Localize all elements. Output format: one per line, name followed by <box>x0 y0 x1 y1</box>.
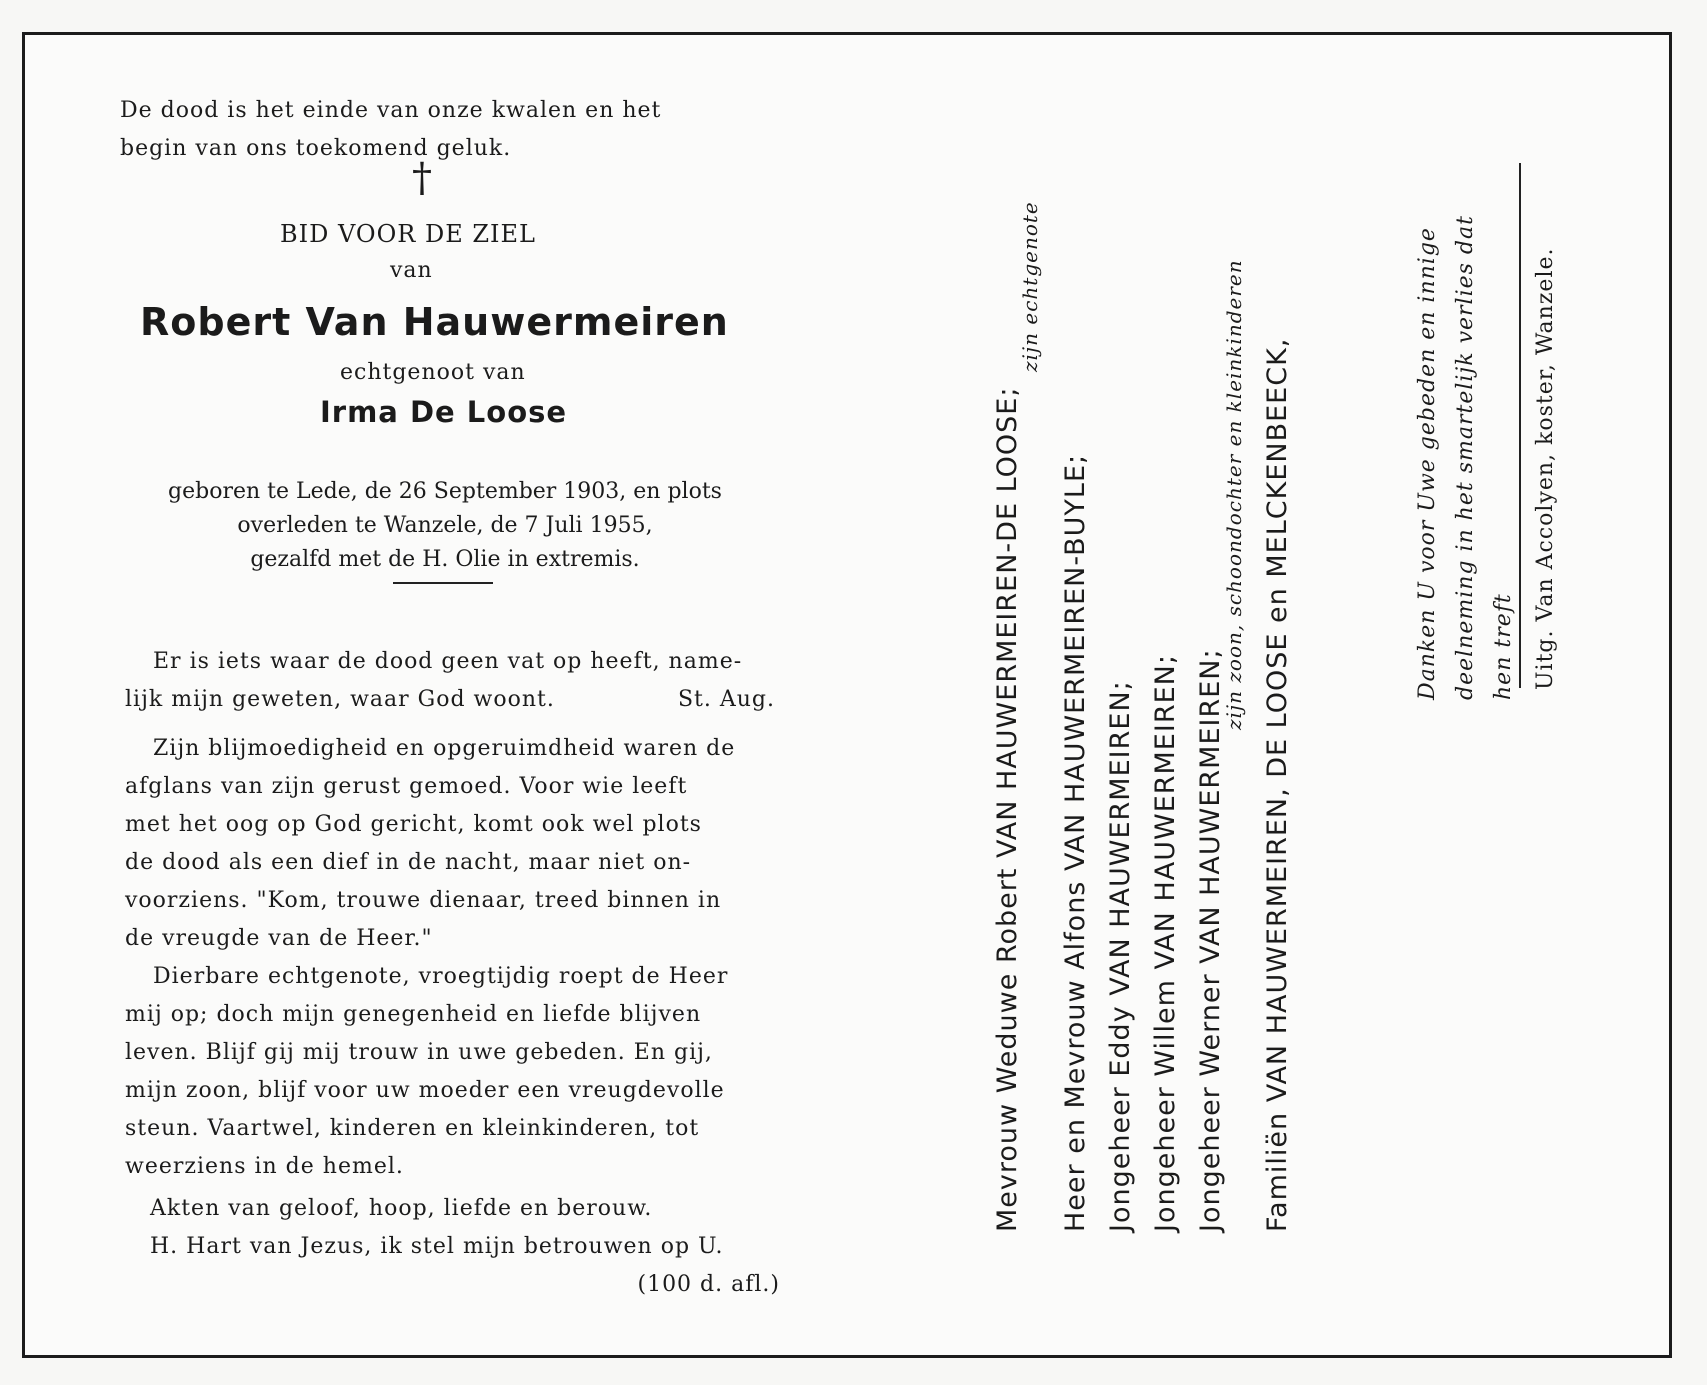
mourner-0-role: zijn echtgenote <box>1018 201 1042 372</box>
para-line: Zijn blijmoedigheid en opgeruimdheid waren de <box>153 736 736 761</box>
paragraph-1 <box>125 730 775 958</box>
of-label: van <box>390 258 433 283</box>
mourner-5: Familiën VAN HAUWERMEIREN, DE LOOSE en MELCKENBEECK, <box>1262 337 1293 1232</box>
spouse-name: Irma De Loose <box>320 395 568 429</box>
para-line: met het oog op God gericht, komt ook wel plots <box>125 812 702 837</box>
pray-heading: BID VOOR DE ZIEL <box>280 220 536 248</box>
vital-info <box>115 475 775 577</box>
cross-icon: † <box>412 155 432 201</box>
indulgence: (100 d. afl.) <box>637 1272 780 1297</box>
para-line: mij op; doch mijn genegenheid en liefde blijven <box>125 1002 702 1027</box>
quote-block <box>125 643 775 719</box>
quote-text: lijk mijn geweten, waar God woont. <box>125 687 555 712</box>
printer-credit: Uitg. Van Accolyen, koster, Wanzele. <box>1533 247 1558 690</box>
mourner-4-role: zijn zoon, schoondochter en kleinkinderen <box>1222 259 1246 730</box>
thanks-line: deelneming in het smartelijk verlies dat <box>1453 215 1478 700</box>
para-line: voorziens. "Kom, trouwe dienaar, treed binnen in <box>125 888 722 913</box>
mourner-4: Jongeheer Werner VAN HAUWERMEIREN; <box>1195 648 1226 1232</box>
mourner-2: Jongeheer Eddy VAN HAUWERMEIREN; <box>1105 680 1136 1232</box>
para-line: leven. Blijf gij mij trouw in uwe gebeden. En gij, <box>125 1040 713 1065</box>
closing-prayers <box>150 1190 780 1304</box>
vertical-rule <box>1519 163 1521 688</box>
mourner-1: Heer en Mevrouw Alfons VAN HAUWERMEIREN-BUYLE; <box>1060 453 1091 1232</box>
paragraph-2 <box>125 958 775 1186</box>
thanks-line: hen treft <box>1491 593 1516 700</box>
mourner-3: Jongeheer Willem VAN HAUWERMEIREN; <box>1150 654 1181 1232</box>
mourner-0: Mevrouw Weduwe Robert VAN HAUWERMEIREN-DE LOOSE; <box>992 386 1023 1232</box>
intro-line: begin van ons toekomend geluk. <box>120 136 512 161</box>
closing-line: H. Hart van Jezus, ik stel mijn betrouwen op U. <box>150 1234 724 1259</box>
vital-line: gezalfd met de H. Olie in extremis. <box>250 547 640 572</box>
deceased-name: Robert Van Hauwermeiren <box>140 300 729 344</box>
intro-line: De dood is het einde van onze kwalen en het <box>120 98 662 123</box>
quote-author: St. Aug. <box>677 687 775 712</box>
thanks-line: Danken U voor Uwe gebeden en innige <box>1415 227 1440 700</box>
para-line: Dierbare echtgenote, vroegtijdig roept de Heer <box>153 964 729 989</box>
quote-line <box>125 681 775 719</box>
para-line: mijn zoon, blijf voor uw moeder een vreugdevolle <box>125 1078 725 1103</box>
para-line: de dood als een dief in de nacht, maar niet on- <box>125 850 692 875</box>
para-line: de vreugde van de Heer." <box>125 926 433 951</box>
para-line: afglans van zijn gerust gemoed. Voor wie leeft <box>125 774 688 799</box>
closing-line: Akten van geloof, hoop, liefde en berouw. <box>150 1196 653 1221</box>
spouse-of-label: echtgenoot van <box>340 360 526 385</box>
divider <box>393 582 493 584</box>
para-line: weerziens in de hemel. <box>125 1154 404 1179</box>
para-line: steun. Vaartwel, kinderen en kleinkinderen, tot <box>125 1116 700 1141</box>
quote-line: Er is iets waar de dood geen vat op heeft, name- <box>153 649 743 674</box>
vital-line: overleden te Wanzele, de 7 Juli 1955, <box>237 513 653 538</box>
intro-text <box>120 92 770 168</box>
vital-line: geboren te Lede, de 26 September 1903, en plots <box>168 479 722 504</box>
